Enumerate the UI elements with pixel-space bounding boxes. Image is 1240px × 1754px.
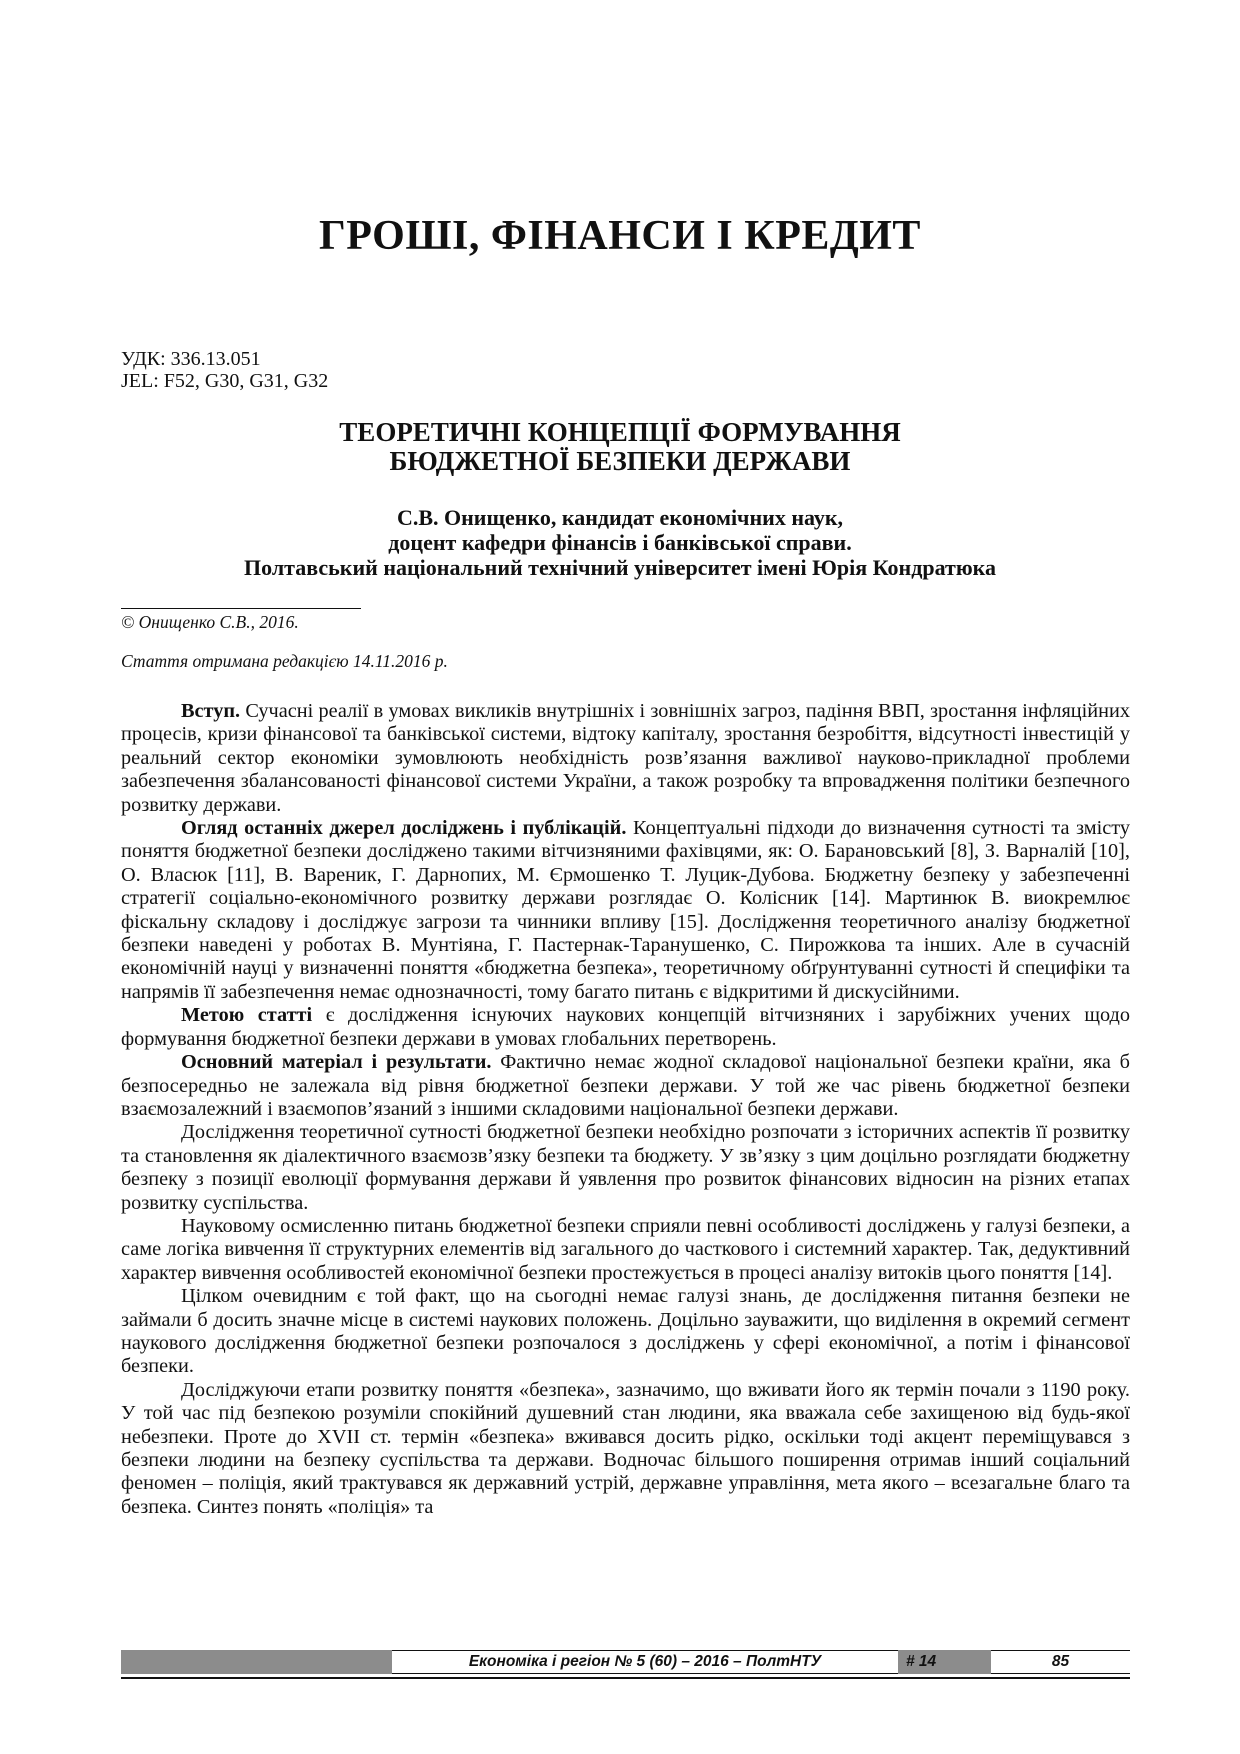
paragraph [121,1285,1130,1379]
paragraph [121,1121,1130,1215]
paragraph-text: є дослідження існуючих наукових концепцій вітчизняних і зарубіжних учених щодо формування бюджетної безпеки держави в умовах глобальних перетворень. [121,1004,1130,1050]
page-footer [121,1650,1130,1674]
footer-issue: # 14 [898,1650,991,1674]
paragraph-text: Фактично немає жодної складової національної безпеки країни, яка б безпосередньо не залежала від рівня бюджетної безпеки держави. У той же час рівень бюджетної безпеки взаємозалежний і взаємопов’язаний з іншими складовими національної безпеки держави. [121,1051,1130,1120]
author-line: Полтавський національний технічний університет імені Юрія Кондратюка [244,555,996,580]
paragraph-text: Цілком очевидним є той факт, що на сьогодні немає галузі знань, де дослідження питання безпеки не займали б досить значне місце в системі наукових положень. Доцільно зауважити, що виділення в окремий сегмент наукового дослідження бюджетної безпеки розпочалося з досліджень у сфері економічної, а потім і фінансової безпеки. [121,1285,1130,1378]
author-line: доцент кафедри фінансів і банківської справи. [388,530,852,555]
article-title [0,418,1240,476]
footnote-rule [121,608,361,609]
udc-code: УДК: 336.13.051 [121,348,261,370]
paragraph-text: Досліджуючи етапи розвитку поняття «безпека», зазначимо, що вживати його як термін почали з 1190 року. У той час під безпекою розуміли спокійний душевний стан людини, яка вважала себе захищеною від будь-якої небезпеки. Проте до XVII ст. термін «безпека» вживався досить рідко, оскільки тоді акцент переміщувався з безпеки людини на безпеку суспільства та держави. Водночас більшого поширення отримав інший соціальний феномен – поліція, який трактувався як державний устрій, державне управління, мета якого – всезагальне благо та безпека. Синтез понять «поліція» та [121,1378,1130,1518]
paragraph [121,1215,1130,1285]
article-title-line: БЮДЖЕТНОЇ БЕЗПЕКИ ДЕРЖАВИ [389,446,851,476]
author-line: С.В. Онищенко, кандидат економічних наук, [396,505,844,530]
paragraph [121,817,1130,1004]
paragraph-lead: Вступ. [181,700,241,722]
paragraph-lead: Основний матеріал і результати. [181,1051,492,1074]
article-body [121,700,1130,1519]
paragraph [121,1004,1130,1051]
author-block [0,505,1240,580]
paragraph-text: Науковому осмисленню питань бюджетної безпеки сприяли певні особливості досліджень у галузі безпеки, а саме логіка вивчення її структурних елементів від загального до часткового і системний характер. Так, дедуктивний характер вивчення особливостей економічної безпеки простежується в процесі аналізу витоків цього поняття [14]. [121,1214,1130,1284]
footer-bottom-rule [121,1677,1130,1679]
jel-code: JEL: F52, G30, G31, G32 [121,370,329,392]
paragraph [121,1379,1130,1519]
classification-codes [121,348,328,392]
footer-grey-block [121,1650,392,1674]
paragraph-lead: Огляд останніх джерел досліджень і публікацій. [181,817,627,840]
copyright-note: © Онищенко С.В., 2016. [121,612,299,632]
paragraph-lead: Метою статті [181,1004,313,1027]
received-note: Стаття отримана редакцією 14.11.2016 р. [121,651,448,671]
paragraph-text: Дослідження теоретичної сутності бюджетної безпеки необхідно розпочати з історичних аспектів її розвитку та становлення як діалектичного взаємозв’язку безпеки та бюджету. У зв’язку з цим доцільно розглядати бюджетну безпеку з позиції еволюції формування держави й уявлення про розвиток фінансових відносин на різних етапах розвитку суспільства. [121,1121,1130,1214]
page-number: 85 [991,1650,1130,1674]
article-title-line: ТЕОРЕТИЧНІ КОНЦЕПЦІЇ ФОРМУВАННЯ [339,417,901,447]
paragraph [121,1051,1130,1121]
paragraph-text: Концептуальні підходи до визначення сутності та змісту поняття бюджетної безпеки досліджено такими вітчизняними фахівцями, як: О. Барановський [8], З. Варналій [10], О. Власюк [11], В. Вареник, Г. Дарнопих, М. Єрмошенко Т. Луцик-Дубова. Бюджетну безпеку у забезпеченні стратегії соціально-економічного розвитку держави розглядає О. Колісник [14]. Мартинюк В. виокремлює фіскальну складову і досліджує загрози та чинники впливу [15]. Дослідження теоретичного аналізу бюджетної безпеки наведені у роботах В. Мунтіяна, Г. Пастернак-Таранушенко, С. Пирожкова та інших. Але в сучасній економічній науці у визначенні поняття «бюджетна безпека», теоретичному обґрунтуванні сутності й специфіки та напрямів її забезпечення немає однозначності, тому багато питань є відкритими й дискусійними. [121,817,1130,1003]
paragraph-text: Сучасні реалії в умовах викликів внутрішніх і зовнішніх загроз, падіння ВВП, зростання інфляційних процесів, кризи фінансової та банківської системи, відтоку капіталу, зростання безробіття, відсутності інвестицій у реальний сектор економіки зумовлюють необхідність розв’язання важливої науково-прикладної проблеми забезпечення збалансованості фінансової системи України, а також розробку та впровадження політики безпечного розвитку держави. [121,700,1130,816]
paragraph [121,700,1130,817]
footer-journal: Економіка і регіон № 5 (60) – 2016 – ПолтНТУ [392,1650,898,1674]
section-title: ГРОШІ, ФІНАНСИ І КРЕДИТ [319,213,921,259]
